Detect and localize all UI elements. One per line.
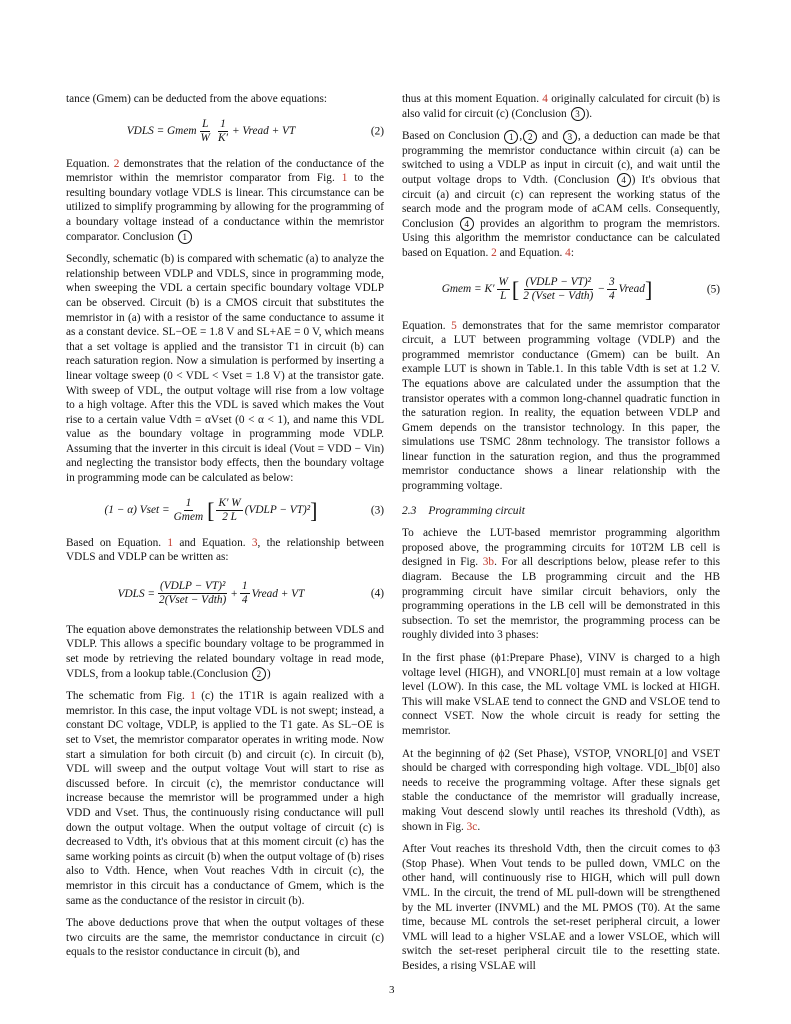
paragraph: To achieve the LUT-based memristor programming algorithm proposed above, the programming circuits for 10T2M LB cell is designed in Fig. 3b. For all descriptions below, please refer to this diagram. Because the LB programming circuit and the HB programming circuit have similar circuit behaviors, only the programming operations in the LB cell will be demonstrated in this subsection. To set the memristor, the programming process can be roughly divided into 3 phases: [402,527,720,642]
paragraph: Based on Conclusion 1 , 2 and 3 , a deduction can made be that programming the memristor conductance within circuit (a) can be switched to using a VDLP as input in circuit (c), and wait until the output voltage drops to Vdth. (Conclusion 4 ) It's obvious that circuit (a) and circuit (c) can represent the working status of the search mode and the program mode of aCAM cells. Consequently, Conclusion 4 provides an algorithm to program the memristors. Using this algorithm the memristor conductance can be calculated based on Equation. 2 and Equation. 4: [402,130,720,259]
paragraph: Equation. 5 demonstrates that for the same memristor comparator circuit, a LUT between programming voltage (VDLP) and the programmed memristor conductance (Gmem) can be built. An example LUT is shown in Table.1. In this table Vdth is set at 1.2 V. The equations above are calculated under the assumption that the transistor operates with a common long-channel quadratic function in the saturation region. In reality, the equation between VDLP and Gmem depends on the transistor technology. In this paper, the simulations use TSMC 28nm technology. The transistor follows a linear function in the saturation region, and thus the programmed memristor conductance shows a linear relationship with the programming voltage. [402,319,721,493]
eq-lhs: Gmem = K′ [441,283,495,296]
eq-den: 4 [608,290,615,303]
paragraph: The equation above demonstrates the relationship between VDLS and VDLP. This allows a specific boundary voltage to be programmed in set mode by retrieving the related boundary voltage in read mode, VDLS, from a lookup table.(Conclusion 2 ) [66,623,384,680]
section-title: Programming circuit [428,504,525,517]
equation-number: (2) [370,125,384,138]
equation-number: (4) [370,587,384,600]
eq-num: (VDLP − VT)² [159,580,226,593]
eq-num: 1 [185,497,192,510]
eq-op: − [597,283,605,296]
paragraph: Equation. 2 demonstrates that the relation of the conductance of the memristor within the memristor comparator from Fig. 1 to the resulting boundary votlage VDLS is linear. This circumstance can be utilized to simplify programming by allowing for the programming of a boundary voltage instead of a conductance within the memristor comparator. Conclusion 1 [66,157,384,243]
eq-den: W [200,132,210,145]
paragraph: Based on Equation. 1 and Equation. 3, the relationship between VDLS and VDLP can be written as: [66,536,384,564]
equation-link[interactable]: 5 [451,319,457,332]
equation-link[interactable]: 2 [491,246,497,259]
figure-link[interactable]: 3c [466,820,478,833]
paragraph: tance (Gmem) can be deducted from the above equations: [66,93,327,105]
equation-5: Gmem = K′ $\frac{W}{L}$ [ $\frac{\text{(VDLP − VT)²}}{\text{2 (Vset − Vdth)}}$ − $\frac{3}{4}$ Vread ] (5) [441,276,720,303]
eq-num: L [202,118,209,131]
figure-link[interactable]: 1 [341,172,348,185]
equation-number: (3) [370,504,384,517]
eq-den: L [500,290,507,303]
right-column [402,92,720,981]
eq-den: 2(Vset − Vdth) [159,594,227,607]
eq-rest: Vread [618,283,645,296]
equation-link[interactable]: 4 [565,246,571,259]
equation-4 [66,573,384,615]
equation-link[interactable]: 1 [167,536,174,549]
equation-3: (1 − α) Vset = $\frac{1}{\text{Gmem}}$ [ $\frac{K' W}{2 L}$ (VDLP − VT)² ] (3) [104,497,384,524]
conclusion-marker: 1 [178,230,192,244]
eq-num: (VDLP − VT)² [525,276,591,289]
equation-2 [66,115,384,149]
eq-num: W [498,276,508,289]
paragraph: thus at this moment Equation. 4 originally calculated for circuit (b) is also valid for circuit (c) (Conclusion 3 ). [402,93,721,120]
eq-rest: Vread + VT [251,587,305,600]
eq-den: 2 L [222,511,237,524]
eq-num: 1 [220,118,226,131]
eq-den: K′ [217,132,228,145]
eq-lhs: VDLS = [117,587,156,600]
eq-op: + [230,587,238,600]
eq-lhs: VDLS = Gmem [126,125,197,138]
eq-lhs: (1 − α) Vset = [104,504,170,517]
eq-num: 3 [608,276,615,289]
equation-number: (5) [706,283,720,296]
paragraph: The above deductions prove that when the output voltages of these two circuits are the same, the memristor conductance in circuit (c) equals to the resistor conductance in circuit (b), and [66,917,384,959]
conclusion-marker: 4 [460,217,474,231]
conclusion-marker: 2 [523,130,537,144]
page-number: 3 [389,984,395,996]
conclusion-marker: 3 [571,107,585,121]
eq-den: 4 [241,594,248,607]
figure-link[interactable]: 1 [190,690,196,703]
paragraph: After Vout reaches its threshold Vdth, then the circuit comes to ϕ3 (Stop Phase). When Vout tends to be pulled down, VMLC on the other hand, will continuously rise to HIGH, which will pull down VML. In the circuit, the trend of ML pull-down will be strengthened by the ML inverter (INVML) and the ML PMOS (T0). At the same time, because ML controls the set-reset peripheral circuit, a lower VML will lead to a higher VSLAE and a lower VSLOE, which will switch the set-reset peripheral circuit tile to the resetting state. Besides, a rising VSLAE will [402,843,720,972]
eq-den: 2 (Vset − Vdth) [523,290,594,303]
conclusion-marker: 3 [563,130,577,144]
eq-num: 1 [241,580,248,593]
section-number: 2.3 [402,504,417,517]
equation-link[interactable]: 2 [113,157,120,170]
conclusion-marker: 1 [504,130,518,144]
paragraph: In the first phase (ϕ1:Prepare Phase), VINV is charged to a high voltage level (HIGH), and VNORL[0] must remain at a low voltage level (LOW). In this case, the ML voltage VML is locked at HIGH. This will make VSLAE tend to connect the GND and VSLOE tend to connect VSET. Now the whole circuit is ready for setting the memristor. [402,652,720,737]
conclusion-marker: 4 [617,173,631,187]
equation-link[interactable]: 4 [542,93,548,105]
eq-num: K′ W [218,497,241,510]
paragraph: Secondly, schematic (b) is compared with schematic (a) to analyze the relationship between VDLP and VDLS, since in programming mode, when sweeping the VDL a certain specific boundary voltage VDLP can be observed. Circuit (b) is a CMOS circuit that substitutes the memristor in (a) with a resistor of the same conductance to assume it as a constant device. SL−OE = 1.8 V and SL+AE = 0 V, which means that a set voltage is applied and the transistor T1 in circuit (b) can reach saturation region. Now a simulation is performed by inserting a linear voltage sweep (0 < VDL < Vset = 1.8 V) at the transistor gate. With sweep of VDL, the output voltage will rise from a low voltage to a high voltage. After this the VDL is saved which makes the Vout rise to a certain value Vdth = αVset (0 < α < 1), and name this VDL value as the boundary voltage in programming mode VDLP. Assuming that the inverter in this circuit is ideal (Vout = VDD − Vin) and neglecting the transistor body effects, then the boundary voltage in programming mode can be calculated as below: [66,253,384,485]
left-column [66,92,384,968]
paragraph: The schematic from Fig. 1 (c) the 1T1R is again realized with a memristor. In this case, the input voltage VDL is not swept; instead, a constant DC voltage, VDLP, is applied to the T1 gate. As SL−OE is set to Vset, the memristor comparator operates in writing mode. Now start a simulation for both circuit (b) and circuit (c). In circuit (b), VDL will sweep and the output voltage Vout will start to rise as discussed before. In circuit (c), the memristor conductance will increase because the memristor will be programmed under a high VDD and Vset. Thus, the continuously rising conductance will pull down the output voltage. When the output voltage of circuit (c) is decreased to Vdth, it's obvious that at this moment circuit (c) has the same working points as circuit (b) when the output voltage of (b) rises also to Vdth. Hence, when Vout reaches Vdth in circuit (c), the memristor in this circuit has a conductance of Gmem, which is the same as the conductance of the resistor in circuit (b). [66,690,384,907]
equation-link[interactable]: 3 [251,536,258,549]
eq-rest: (VDLP − VT)² [244,504,311,517]
eq-rest: + Vread + VT [231,125,296,138]
conclusion-marker: 2 [252,667,266,681]
paragraph: At the beginning of ϕ2 (Set Phase), VSTOP, VNORL[0] and VSET should be charged with corresponding high voltage. VDL_lb[0] also needs to receive the programming voltage. After these signals get stable the conductance of the memristor will gradually increase, making Vout descend slowly until reaches its threshold (Vdth), as shown in Fig. 3c. [402,747,720,833]
section-heading [402,504,720,519]
eq-den: Gmem [173,511,204,524]
figure-link[interactable]: 3b [482,556,495,569]
